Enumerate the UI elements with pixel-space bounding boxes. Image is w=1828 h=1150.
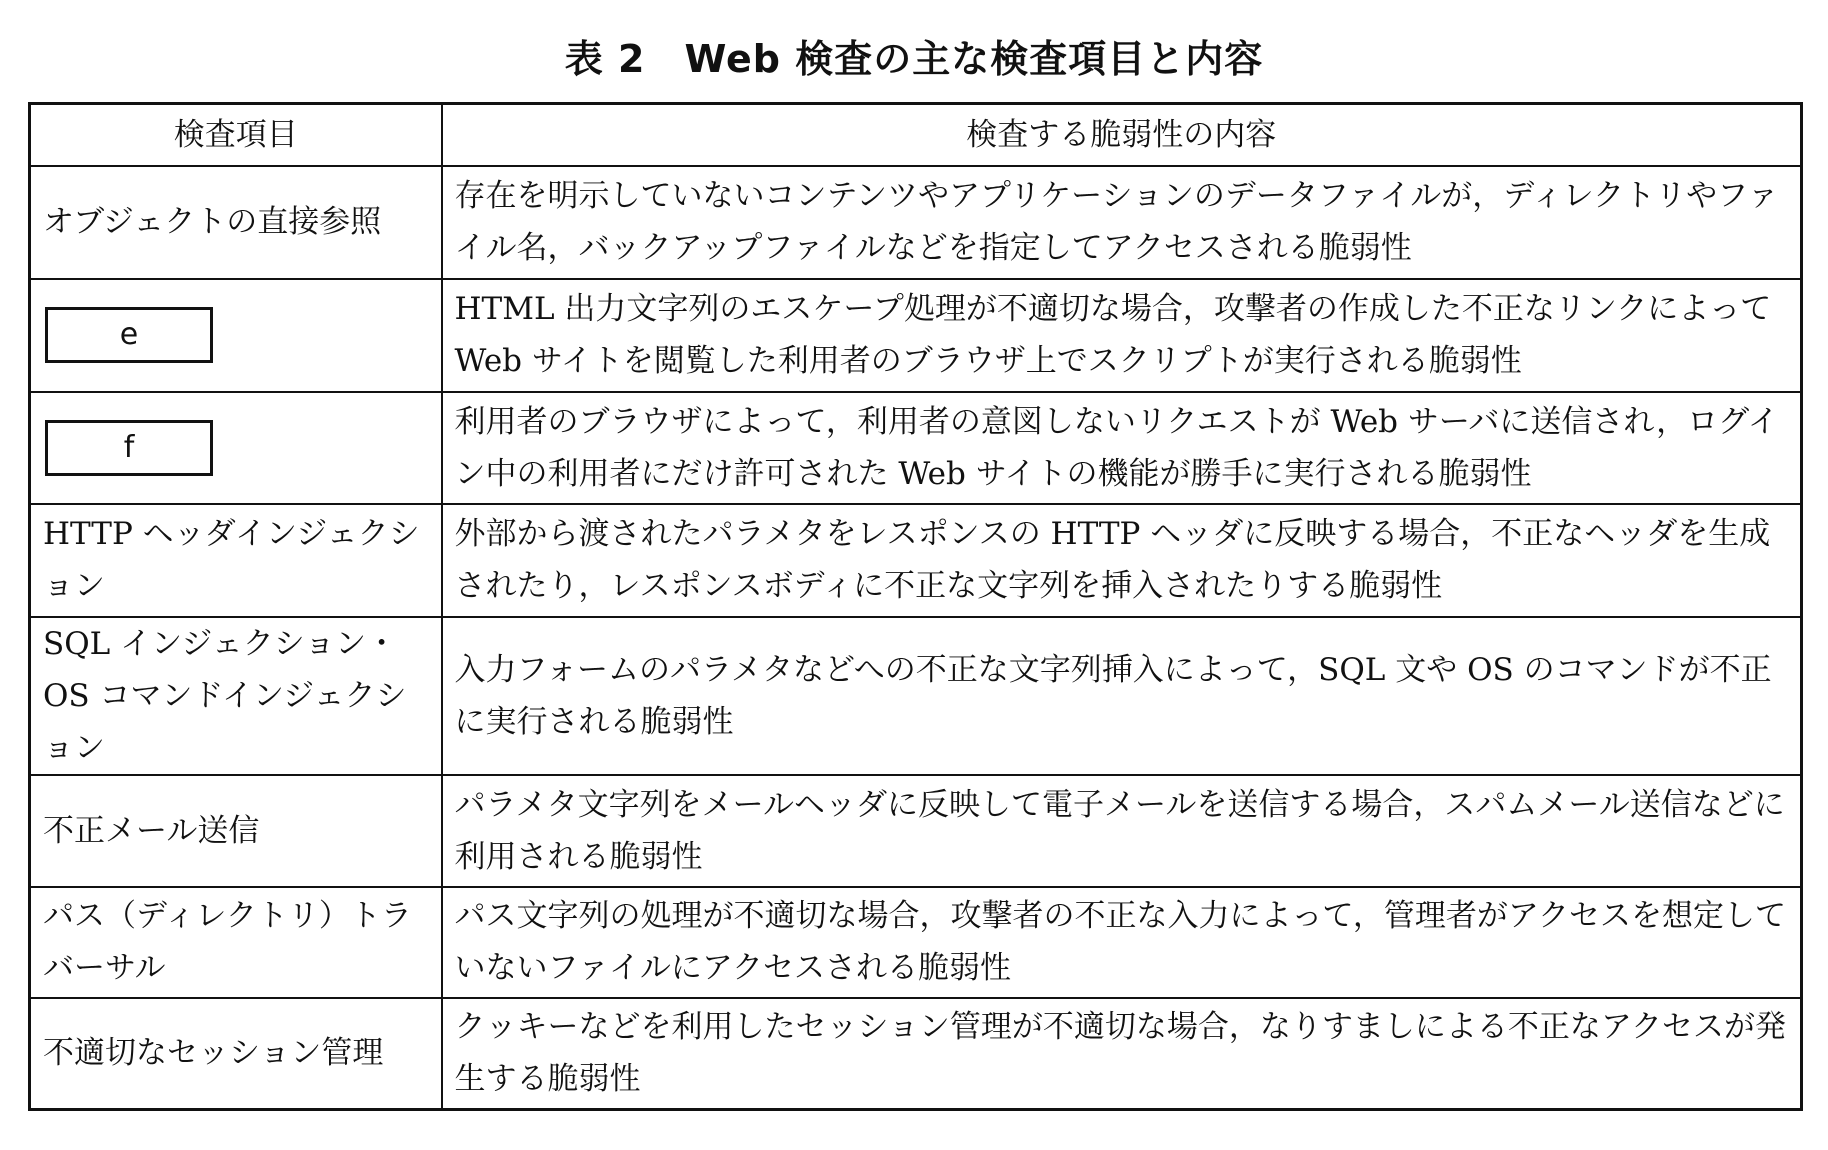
description-cell: 存在を明示していないコンテンツやアプリケーションのデータファイルが，ディレクトリやファイル名，バックアップファイルなどを指定してアクセスされる脆弱性 — [442, 166, 1802, 279]
table-row — [30, 617, 1802, 775]
table-row — [30, 775, 1802, 887]
item-cell: パス（ディレクトリ）トラバーサル — [30, 887, 442, 998]
column-header-content: 検査する脆弱性の内容 — [442, 104, 1802, 166]
table-row — [30, 279, 1802, 392]
item-cell: HTTP ヘッダインジェクション — [30, 504, 442, 617]
blank-answer-box-e: e — [45, 307, 213, 363]
description-cell: パラメタ文字列をメールヘッダに反映して電子メールを送信する場合，スパムメール送信などに利用される脆弱性 — [442, 775, 1802, 887]
item-cell — [30, 392, 442, 504]
table-row — [30, 166, 1802, 279]
item-cell: オブジェクトの直接参照 — [30, 166, 442, 279]
table-row — [30, 392, 1802, 504]
table-row — [30, 887, 1802, 998]
description-cell: 外部から渡されたパラメタをレスポンスの HTTP ヘッダに反映する場合，不正なヘッダを生成されたり，レスポンスボディに不正な文字列を挿入されたりする脆弱性 — [442, 504, 1802, 617]
description-cell: クッキーなどを利用したセッション管理が不適切な場合，なりすましによる不正なアクセスが発生する脆弱性 — [442, 998, 1802, 1110]
item-cell: SQL インジェクション・OS コマンドインジェクション — [30, 617, 442, 775]
item-cell — [30, 279, 442, 392]
item-cell: 不正メール送信 — [30, 775, 442, 887]
column-header-item: 検査項目 — [30, 104, 442, 166]
description-cell: HTML 出力文字列のエスケープ処理が不適切な場合，攻撃者の作成した不正なリンクによって Web サイトを閲覧した利用者のブラウザ上でスクリプトが実行される脆弱性 — [442, 279, 1802, 392]
inspection-items-table — [28, 102, 1803, 1111]
description-cell: パス文字列の処理が不適切な場合，攻撃者の不正な入力によって，管理者がアクセスを想定していないファイルにアクセスされる脆弱性 — [442, 887, 1802, 998]
table-title: 表 2 Web 検査の主な検査項目と内容 — [564, 37, 1264, 81]
description-cell: 利用者のブラウザによって，利用者の意図しないリクエストが Web サーバに送信され，ログイン中の利用者にだけ許可された Web サイトの機能が勝手に実行される脆弱性 — [442, 392, 1802, 504]
description-cell: 入力フォームのパラメタなどへの不正な文字列挿入によって，SQL 文や OS のコマンドが不正に実行される脆弱性 — [442, 617, 1802, 775]
table-header-row — [30, 104, 1802, 166]
item-cell: 不適切なセッション管理 — [30, 998, 442, 1110]
blank-answer-box-f: f — [45, 420, 213, 476]
table-row — [30, 504, 1802, 617]
table-row — [30, 998, 1802, 1110]
